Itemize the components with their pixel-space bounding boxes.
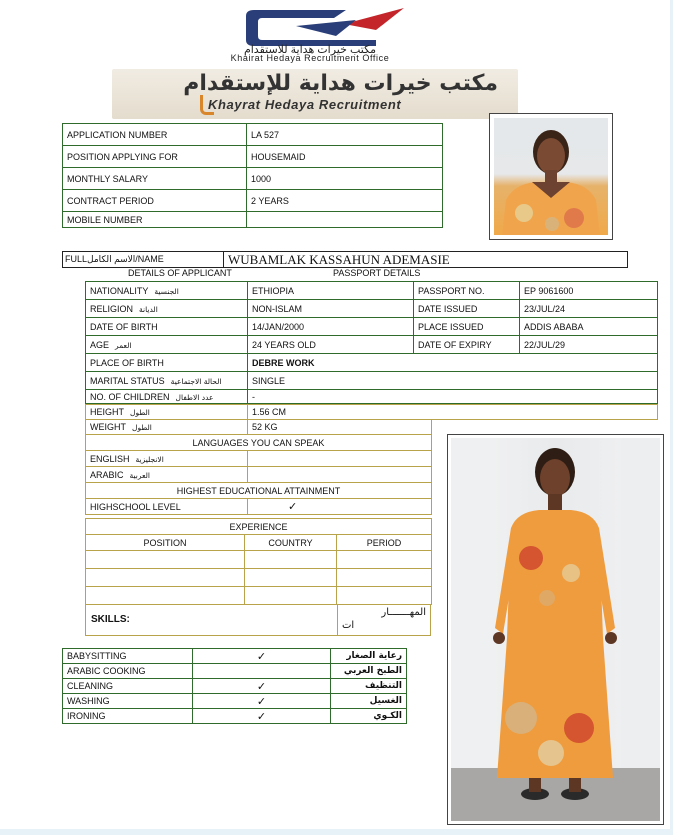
date-issued-label: DATE ISSUED xyxy=(414,300,520,318)
table-row xyxy=(63,679,407,694)
banner-arabic-title: مكتب خيرات هداية للإستقدام xyxy=(183,71,498,96)
table-row xyxy=(86,551,432,569)
language-education-table xyxy=(85,419,432,515)
field-label: APPLICATION NUMBER xyxy=(63,124,247,146)
skill-label: CLEANING xyxy=(63,679,193,694)
nationality-label: NATIONALITY الجنسية xyxy=(86,282,248,300)
date-issued-value: 23/JUL/24 xyxy=(520,300,658,318)
banner-english-title: Khayrat Hedaya Recruitment xyxy=(208,97,402,112)
skill-arabic-label: الطبخ العربي xyxy=(331,664,407,679)
full-length-figure xyxy=(451,438,660,821)
place-issued-value: ADDIS ABABA xyxy=(520,318,658,336)
table-row xyxy=(63,694,407,709)
table-cell xyxy=(337,587,432,605)
logo-english-text: Khairat Hedaya Recruitment Office xyxy=(230,53,390,63)
table-cell xyxy=(245,551,337,569)
field-label: CONTRACT PERIOD xyxy=(63,190,247,212)
table-row xyxy=(86,569,432,587)
table-row xyxy=(86,519,432,535)
portrait-figure xyxy=(494,118,608,235)
table-row xyxy=(86,587,432,605)
skills-arabic-label: المهـــــــار ات xyxy=(342,607,426,631)
applicant-details-heading: DETAILS OF APPLICANT xyxy=(128,268,232,278)
physical-details-table xyxy=(85,404,658,420)
children-value: - xyxy=(248,390,658,404)
table-row xyxy=(86,354,658,372)
language-arabic-value xyxy=(248,467,432,483)
skill-label: WASHING xyxy=(63,694,193,709)
application-number-value: LA 527 xyxy=(247,124,443,146)
dob-label: DATE OF BIRTH xyxy=(86,318,248,336)
table-row xyxy=(86,318,658,336)
education-heading: HIGHEST EDUCATIONAL ATTAINMENT xyxy=(86,483,432,499)
nationality-value: ETHIOPIA xyxy=(248,282,414,300)
table-row xyxy=(86,499,432,515)
column-header-position: POSITION xyxy=(86,535,245,551)
table-cell xyxy=(245,569,337,587)
column-header-country: COUNTRY xyxy=(245,535,337,551)
table-row xyxy=(63,212,443,228)
height-value: 1.56 CM xyxy=(248,405,658,420)
language-english-value xyxy=(248,451,432,467)
table-row xyxy=(63,190,443,212)
table-row xyxy=(86,372,658,390)
table-cell xyxy=(86,569,245,587)
field-label: POSITION APPLYING FOR xyxy=(63,146,247,168)
height-label: HEIGHT الطول xyxy=(86,405,248,420)
table-row xyxy=(86,300,658,318)
table-row xyxy=(86,483,432,499)
table-row xyxy=(86,435,432,451)
applicant-portrait-photo xyxy=(489,113,613,240)
expiry-label: DATE OF EXPIRY xyxy=(414,336,520,354)
table-cell xyxy=(337,569,432,587)
field-label: MOBILE NUMBER xyxy=(63,212,247,228)
table-row xyxy=(63,709,407,724)
marital-value: SINGLE xyxy=(248,372,658,390)
table-row xyxy=(86,451,432,467)
table-cell xyxy=(86,551,245,569)
skills-table xyxy=(62,648,407,724)
company-banner xyxy=(112,69,518,119)
check-icon: ✓ xyxy=(248,499,432,515)
passport-number-label: PASSPORT NO. xyxy=(414,282,520,300)
table-cell xyxy=(337,551,432,569)
full-name-label: FULLالاسم الكامل/NAME xyxy=(65,254,164,264)
logo-arabic-text: مكتب خيرات هداية للاستقدام xyxy=(243,44,377,56)
table-row xyxy=(86,467,432,483)
applicant-full-length-photo xyxy=(447,434,664,825)
age-label: AGE العمر xyxy=(86,336,248,354)
column-header-period: PERIOD xyxy=(337,535,432,551)
check-icon: ✓ xyxy=(193,694,331,709)
experience-heading: EXPERIENCE xyxy=(86,519,432,535)
table-row xyxy=(63,649,407,664)
religion-value: NON-ISLAM xyxy=(248,300,414,318)
full-name-value: WUBAMLAK KASSAHUN ADEMASIE xyxy=(228,252,450,267)
table-row xyxy=(63,146,443,168)
table-cell xyxy=(245,587,337,605)
check-icon: ✓ xyxy=(193,709,331,724)
age-value: 24 YEARS OLD xyxy=(248,336,414,354)
contract-period-value: 2 YEARS xyxy=(247,190,443,212)
table-row xyxy=(86,405,658,420)
divider xyxy=(337,604,338,635)
application-info-table xyxy=(62,123,443,228)
skills-row xyxy=(85,604,431,636)
skill-label: BABYSITTING xyxy=(63,649,193,664)
field-label: MONTHLY SALARY xyxy=(63,168,247,190)
check-icon: ✓ xyxy=(193,649,331,664)
divider xyxy=(223,252,224,267)
table-row xyxy=(63,664,407,679)
weight-label: WEIGHT الطول xyxy=(86,420,248,435)
experience-table xyxy=(85,518,432,605)
mobile-number-value xyxy=(247,212,443,228)
languages-heading: LANGUAGES YOU CAN SPEAK xyxy=(86,435,432,451)
pob-label: PLACE OF BIRTH xyxy=(86,354,248,372)
position-value: HOUSEMAID xyxy=(247,146,443,168)
check-icon: ✓ xyxy=(193,679,331,694)
language-arabic-label: ARABIC العربية xyxy=(86,467,248,483)
skill-arabic-label: الغسيل xyxy=(331,694,407,709)
passport-details-heading: PASSPORT DETAILS xyxy=(333,268,421,278)
marital-label: MARITAL STATUS الحالة الاجتماعية xyxy=(86,372,248,390)
table-row xyxy=(86,390,658,404)
skills-label: SKILLS: xyxy=(91,614,130,625)
education-level-label: HIGHSCHOOL LEVEL xyxy=(86,499,248,515)
skill-label: IRONING xyxy=(63,709,193,724)
table-row xyxy=(63,124,443,146)
applicant-details-table xyxy=(85,281,658,404)
pob-value: DEBRE WORK xyxy=(248,354,658,372)
expiry-value: 22/JUL/29 xyxy=(520,336,658,354)
skill-arabic-label: الكـوي xyxy=(331,709,407,724)
place-issued-label: PLACE ISSUED xyxy=(414,318,520,336)
table-row xyxy=(86,282,658,300)
dob-value: 14/JAN/2000 xyxy=(248,318,414,336)
language-english-label: ENGLISH الانجليزية xyxy=(86,451,248,467)
salary-value: 1000 xyxy=(247,168,443,190)
skill-arabic-label: رعاية الصغار xyxy=(331,649,407,664)
passport-number-value: EP 9061600 xyxy=(520,282,658,300)
skill-label: ARABIC COOKING xyxy=(63,664,193,679)
table-row xyxy=(86,420,432,435)
check-icon xyxy=(193,664,331,679)
religion-label: RELIGION الديانة xyxy=(86,300,248,318)
skill-arabic-label: التنظيف xyxy=(331,679,407,694)
children-label: NO. OF CHILDREN عدد الاطفال xyxy=(86,390,248,404)
table-row xyxy=(86,336,658,354)
table-cell xyxy=(86,587,245,605)
full-name-row xyxy=(62,251,628,268)
table-row xyxy=(86,535,432,551)
table-row xyxy=(63,168,443,190)
weight-value: 52 KG xyxy=(248,420,432,435)
